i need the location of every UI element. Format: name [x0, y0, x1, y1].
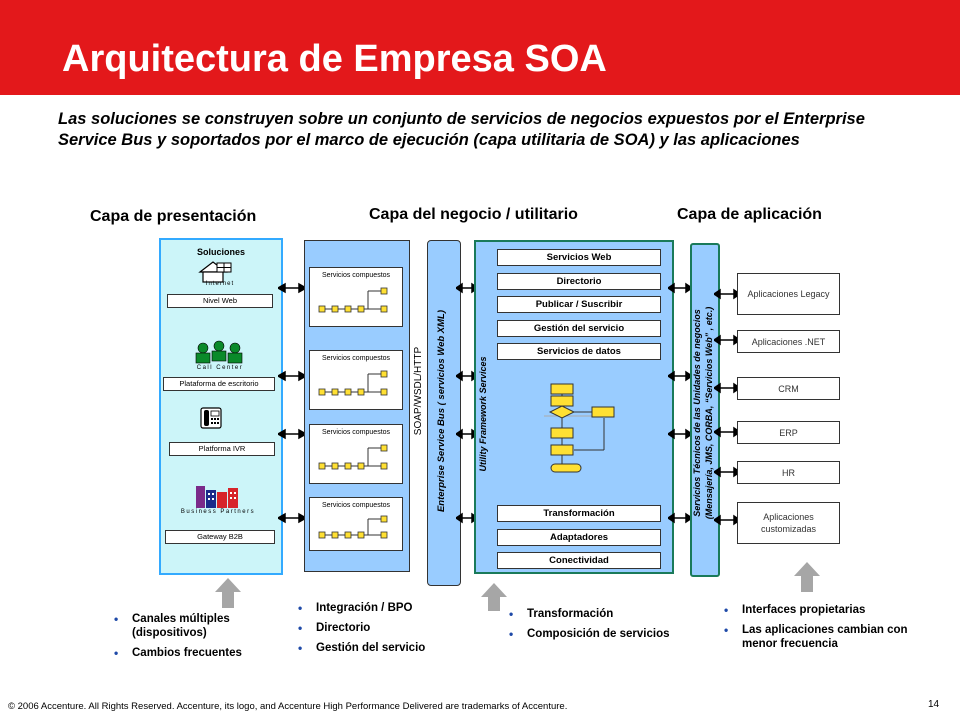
composite-service-box: [309, 267, 403, 327]
erp-app-box: ERP: [737, 421, 840, 444]
web-tier-box: Nivel Web: [167, 294, 273, 308]
composite-service-box: [309, 350, 403, 410]
technical-services-detail: (Mensajería, JMS, CORBA, “Servicios Web” , etc.): [704, 306, 714, 520]
technical-services-label: [691, 253, 715, 573]
connectivity-box: Conectividad: [497, 552, 661, 569]
phone-icon: [199, 406, 225, 430]
presentation-connectors: [278, 280, 306, 540]
hr-app-box: HR: [737, 461, 840, 484]
application-bullets: [722, 603, 912, 657]
page-number: 14: [928, 699, 940, 710]
service-flow-icon: [310, 279, 402, 323]
legacy-app-box: Aplicaciones Legacy: [737, 273, 840, 315]
solutions-heading: Soluciones: [196, 247, 245, 257]
up-arrow-icon: [480, 581, 508, 613]
bullet-item: • Composición de servicios: [507, 627, 707, 641]
internet-label: Internet: [205, 281, 235, 287]
data-services-box: Servicios de datos: [497, 343, 661, 360]
bullet-item: • Integración / BPO: [296, 601, 466, 615]
service-management-box: Gestión del servicio: [497, 320, 661, 337]
custom-app-box: Aplicaciones customizadas: [737, 502, 840, 544]
adapters-box: Adaptadores: [497, 529, 661, 546]
bullet-item: • Transformación: [507, 607, 707, 621]
protocol-label: SOAP/WSDL/HTTP: [413, 346, 424, 436]
call-center-label: Call Center: [196, 365, 244, 371]
esb-label: Enterprise Service Bus ( servicios Web XML): [436, 309, 447, 513]
utility-framework-label: Utility Framework Services: [478, 356, 488, 472]
bullet-item: • Gestión del servicio: [296, 641, 466, 655]
b2b-gateway-box: Gateway B2B: [165, 530, 275, 544]
composite-service-box: [309, 497, 403, 551]
business-partners-label: Business Partners: [180, 509, 256, 515]
utility-connectors: [668, 280, 692, 540]
slide-subtitle: Las soluciones se construyen sobre un conjunto de servicios de negocios expuestos por el Enterprise Service Bus y soportados por el marco de ejecución (capa utilitaria de SOA) y las aplicaciones: [58, 110, 865, 149]
copyright-footer: © 2006 Accenture. All Rights Reserved. Accenture, its logo, and Accenture High Performance Delivered are trademarks of Accenture.: [8, 701, 568, 712]
slide-title: Arquitectura de Empresa SOA: [62, 38, 607, 80]
web-services-box: Servicios Web: [497, 249, 661, 266]
dotnet-app-box: Aplicaciones .NET: [737, 330, 840, 353]
up-arrow-icon: [214, 576, 242, 610]
composite-service-box: [309, 424, 403, 484]
bullet-item: • Interfaces propietarias: [722, 603, 912, 617]
bullet-item: • Cambios frecuentes: [112, 646, 282, 660]
heading-application: Capa de aplicación: [677, 206, 822, 223]
bullet-item: • Canales múltiples (dispositivos): [112, 612, 282, 640]
transformation-box: Transformación: [497, 505, 661, 522]
bullet-item: • Las aplicaciones cambian con menor frecuencia: [722, 623, 912, 651]
composite-service-label: Servicios compuestos: [321, 429, 391, 436]
service-flow-icon: [310, 436, 402, 480]
composite-service-label: Servicios compuestos: [321, 272, 391, 279]
heading-presentation: Capa de presentación: [90, 208, 257, 225]
composite-service-label: Servicios compuestos: [321, 355, 391, 362]
crm-app-box: CRM: [737, 377, 840, 400]
ivr-platform-box: Platforma IVR: [169, 442, 275, 456]
utility-bullets: [507, 607, 707, 647]
composite-service-label: Servicios compuestos: [321, 502, 391, 509]
desktop-platform-box: Plataforma de escritorio: [163, 377, 275, 391]
service-flow-icon: [310, 509, 402, 547]
flowchart-icon: [534, 380, 634, 476]
call-center-icon: [188, 340, 250, 364]
presentation-bullets: [112, 612, 282, 666]
up-arrow-icon: [793, 560, 821, 594]
technical-services-title: Servicios Técnicos de las Unidades de negocios: [692, 309, 702, 517]
service-flow-icon: [310, 362, 402, 406]
publish-subscribe-box: Publicar / Suscribir: [497, 296, 661, 313]
business-partners-icon: [194, 484, 242, 510]
heading-business: Capa del negocio / utilitario: [369, 206, 578, 223]
directory-box: Directorio: [497, 273, 661, 290]
integration-bullets: [296, 601, 466, 661]
bullet-item: • Directorio: [296, 621, 466, 635]
application-connectors: [714, 280, 740, 540]
